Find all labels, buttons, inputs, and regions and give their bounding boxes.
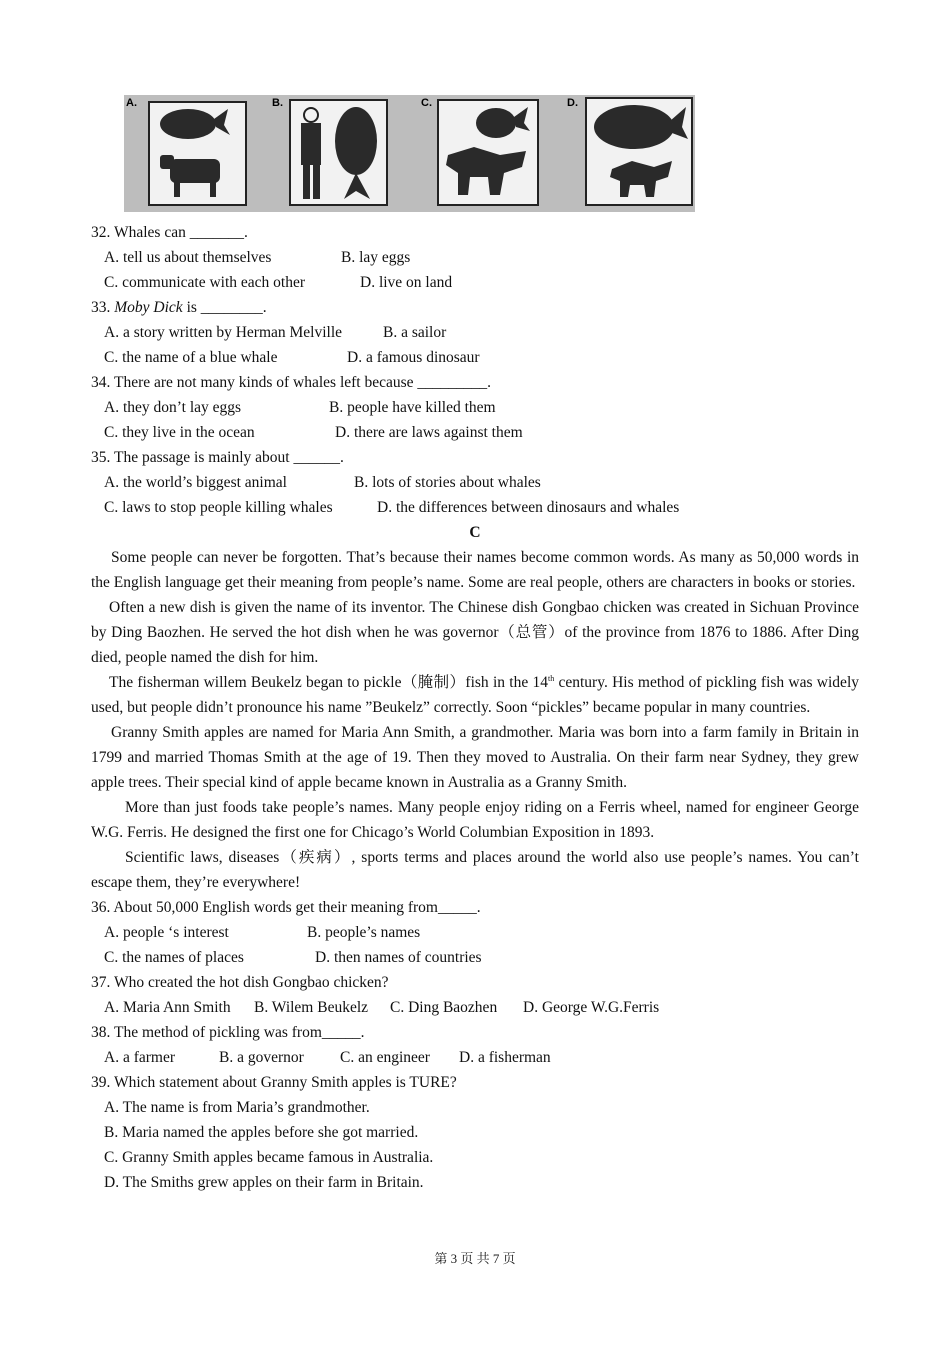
option-35d[interactable]: D. the differences between dinosaurs and whales [377,499,680,516]
option-38b[interactable]: B. a governor [219,1049,304,1066]
panel-a-cow-icon [170,159,220,183]
option-33d[interactable]: D. a famous dinosaur [347,349,480,366]
question-38-stem: 38. The method of pickling was from_____. [91,1024,365,1041]
option-32a[interactable]: A. tell us about themselves [104,249,272,266]
exam-content [91,220,859,1195]
question-34-options-row1 [91,395,859,420]
question-35-options-row2 [91,495,859,520]
passage-paragraph-4: Granny Smith apples are named for Maria Ann Smith, a grandmother. Maria was born into a farm family in Britain in 1799 and married Thomas Smith at the age of 19. Then they moved to Australia. On their farm near Sydney, they grew apple trees. Their special kind of apple became known in Australia as a Granny Smith. [91,724,859,791]
question-33-title: Moby Dick [114,299,183,316]
question-37-options [91,995,859,1020]
passage-paragraph-5: More than just foods take people’s names. Many people enjoy riding on a Ferris wheel, named for engineer George W.G. Ferris. He designed the first one for Chicago’s World Columbian Exposition in 1893. [91,799,859,841]
question-36-stem: 36. About 50,000 English words get their meaning from_____. [91,899,481,916]
figure-label-d: D. [567,97,578,109]
figure-label-b: B. [272,97,283,109]
option-37a[interactable]: A. Maria Ann Smith [104,999,231,1016]
option-34b[interactable]: B. people have killed them [329,399,496,416]
option-36d[interactable]: D. then names of countries [315,949,482,966]
option-39d[interactable]: D. The Smiths grew apples on their farm in Britain. [104,1174,424,1191]
figure-graphic [124,95,695,212]
passage-paragraph-1: Some people can never be forgotten. That’s because their names become common words. As many as 50,000 words in the English language get their meaning from people’s name. Some are real people, others are characters in books or stories. [91,549,859,591]
passage-paragraph-3 [91,670,859,720]
question-33-options-row1 [91,320,859,345]
option-32c[interactable]: C. communicate with each other [104,274,306,291]
option-32d[interactable]: D. live on land [360,274,453,291]
question-33-prefix: 33. [91,299,115,316]
option-37d[interactable]: D. George W.G.Ferris [523,999,660,1016]
option-33b[interactable]: B. a sailor [383,324,447,341]
section-title: C [469,524,481,541]
option-36c[interactable]: C. the names of places [104,949,244,966]
panel-b-whale-icon [335,107,377,175]
option-35a[interactable]: A. the world’s biggest animal [104,474,287,491]
figure-label-a: A. [126,97,137,109]
question-34-options-row2 [91,420,859,445]
panel-d-whale-icon [594,105,674,149]
option-35c[interactable]: C. laws to stop people killing whales [104,499,333,516]
question-37-stem: 37. Who created the hot dish Gongbao chicken? [91,974,389,991]
question-35-options-row1 [91,470,859,495]
question-32-stem: 32. Whales can _______. [91,224,248,241]
page-footer: 第 3 页 共 7 页 [434,1251,516,1266]
option-37c[interactable]: C. Ding Baozhen [390,999,498,1016]
option-32b[interactable]: B. lay eggs [341,249,411,266]
question-32-options-row1 [91,245,859,270]
option-38a[interactable]: A. a farmer [104,1049,175,1066]
panel-a-whale-icon [160,109,216,139]
option-37b[interactable]: B. Wilem Beukelz [254,999,369,1016]
question-33-suffix: is ________. [182,299,267,316]
option-34d[interactable]: D. there are laws against them [335,424,523,441]
option-39a[interactable]: A. The name is from Maria’s grandmother. [104,1099,370,1116]
option-36a[interactable]: A. people ‘s interest [104,924,229,941]
option-38c[interactable]: C. an engineer [340,1049,430,1066]
question-33-stem [91,295,859,320]
option-35b[interactable]: B. lots of stories about whales [354,474,541,491]
panel-c-whale-icon [476,108,516,138]
passage-paragraph-2: Often a new dish is given the name of its inventor. The Chinese dish Gongbao chicken was created in Sichuan Province by Ding Baozhen. He served the hot dish when he was governor（总管）of the province from 1876 to 1886. After Ding died, people named the dish for him. [91,599,859,666]
figure-label-c: C. [421,97,432,109]
question-38-options [91,1045,859,1070]
question-39-stem: 39. Which statement about Granny Smith apples is TURE? [91,1074,457,1091]
panel-b-man-icon [304,108,318,122]
question-34-stem: 34. There are not many kinds of whales left because _________. [91,374,492,391]
option-36b[interactable]: B. people’s names [307,924,421,941]
option-34c[interactable]: C. they live in the ocean [104,424,255,441]
paragraph-3-part-a: The fisherman willem Beukelz began to pickle（腌制）fish in the 14 [109,674,548,691]
paragraph-3-part-b: century. His method of pickling fish was widely used, but people didn’t pronounce his name ”Beukelz” correctly. Soon “pickles” became popular in many countries. [91,674,859,716]
paragraph-3-superscript: th [547,673,555,683]
question-33-options-row2 [91,345,859,370]
question-32-options-row2 [91,270,859,295]
option-39b[interactable]: B. Maria named the apples before she got married. [104,1124,419,1141]
option-33c[interactable]: C. the name of a blue whale [104,349,278,366]
option-38d[interactable]: D. a fisherman [459,1049,551,1066]
question-35-stem: 35. The passage is mainly about ______. [91,449,344,466]
option-33a[interactable]: A. a story written by Herman Melville [104,324,343,341]
question-36-options-row2 [91,945,859,970]
option-34a[interactable]: A. they don’t lay eggs [104,399,242,416]
passage-paragraph-6: Scientific laws, diseases（疾病）, sports terms and places around the world also use people’s names. You can’t escape them, they’re everywhere! [91,849,859,891]
question-36-options-row1 [91,920,859,945]
option-39c[interactable]: C. Granny Smith apples became famous in Australia. [104,1149,434,1166]
whale-comparison-figure [124,95,695,212]
